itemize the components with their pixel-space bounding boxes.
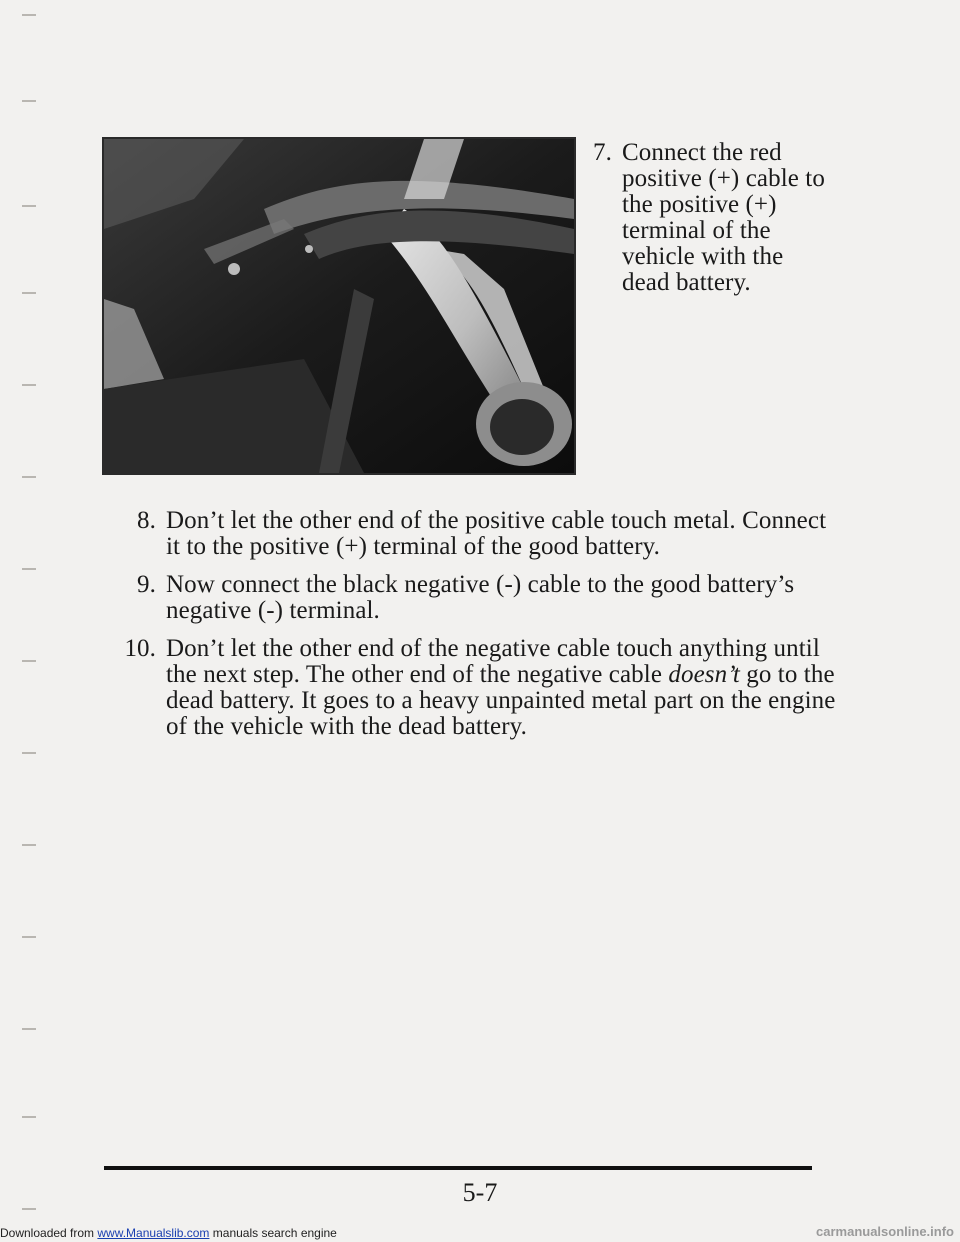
edge-mark [22, 1028, 36, 1030]
edge-mark [22, 1116, 36, 1118]
step-text: Don’t let the other end of the positive cable touch metal. Connect it to the positive (+) terminal of the good battery. [166, 507, 827, 560]
page-number: 5-7 [462, 1178, 498, 1207]
engine-photo [102, 137, 576, 475]
edge-mark [22, 292, 36, 294]
step-text-part: Don’t let the other end of the negative cable touch anything until the next step. The other end of the negative cable [166, 635, 820, 688]
footer-prefix: Downloaded from [0, 1226, 98, 1240]
edge-mark [22, 752, 36, 754]
edge-mark [22, 476, 36, 478]
edge-mark [22, 205, 36, 207]
footer-suffix: manuals search engine [209, 1226, 337, 1240]
step-text-emphasis: doesn’t [668, 661, 740, 688]
step-number: 9. [137, 571, 156, 598]
step-text [166, 636, 836, 740]
download-footer [0, 1226, 337, 1240]
step-number: 8. [137, 507, 156, 534]
edge-mark [22, 14, 36, 16]
step-text: Now connect the black negative (-) cable to the good battery’s negative (-) terminal. [166, 571, 795, 624]
step-text: Connect the red positive (+) cable to the positive (+) terminal of the vehicle with the dead battery. [622, 139, 825, 296]
step-number: 7. [593, 139, 612, 166]
edge-mark [22, 660, 36, 662]
watermark: carmanualsonline.info [816, 1224, 954, 1239]
edge-mark [22, 100, 36, 102]
edge-mark [22, 936, 36, 938]
manualslib-link[interactable]: www.Manualslib.com [97, 1226, 210, 1240]
edge-mark [22, 844, 36, 846]
step-text-part: go to the dead battery. It goes to a heavy unpainted metal part on the engine of the vehicle with the dead battery. [166, 661, 836, 740]
edge-mark [22, 1208, 36, 1210]
edge-mark [22, 384, 36, 386]
edge-mark [22, 568, 36, 570]
step-number: 10. [124, 635, 156, 662]
footer-rule [104, 1166, 812, 1170]
